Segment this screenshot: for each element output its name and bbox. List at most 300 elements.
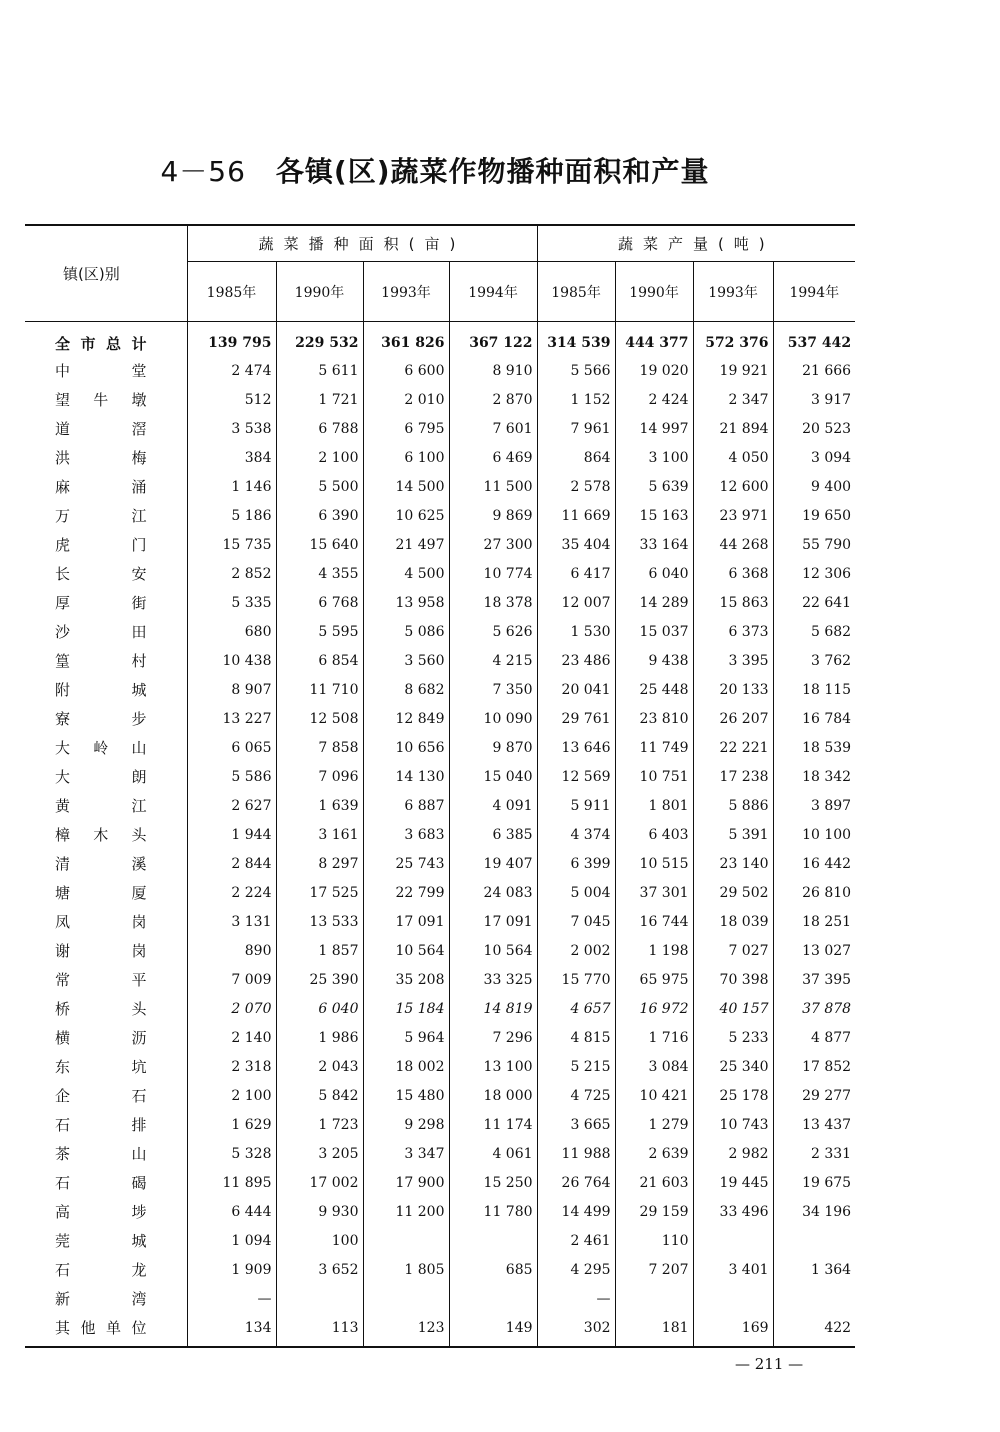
value-cell: 11 200 <box>363 1197 449 1226</box>
value-cell: 10 656 <box>363 733 449 762</box>
table-row <box>25 936 855 965</box>
value-cell: 864 <box>537 443 615 472</box>
table-row <box>25 588 855 617</box>
value-cell: 22 799 <box>363 878 449 907</box>
value-cell: 890 <box>187 936 276 965</box>
value-cell: 10 564 <box>449 936 537 965</box>
value-cell: — <box>187 1284 276 1313</box>
table-row <box>25 1197 855 1226</box>
region-name-cell: 篁村 <box>25 646 187 675</box>
value-cell: 18 002 <box>363 1052 449 1081</box>
table-row <box>25 530 855 559</box>
value-cell: 6 385 <box>449 820 537 849</box>
value-cell: 34 196 <box>802 1203 852 1220</box>
value-cell: 6 417 <box>537 559 615 588</box>
value-cell: 13 100 <box>449 1052 537 1081</box>
value-cell: 139 795 <box>187 322 276 357</box>
value-cell: 5 626 <box>449 617 537 646</box>
year-header: 1994年 <box>449 262 537 322</box>
value-cell: 19 020 <box>615 356 693 385</box>
value-cell: 2 627 <box>187 791 276 820</box>
value-cell: 2 002 <box>537 936 615 965</box>
region-name-cell: 寮步 <box>25 704 187 733</box>
value-cell: 40 157 <box>693 994 773 1023</box>
value-cell: 17 091 <box>449 907 537 936</box>
value-cell: 16 442 <box>802 855 852 872</box>
value-cell: 1 801 <box>615 791 693 820</box>
region-name-cell: 企石 <box>25 1081 187 1110</box>
value-cell: 7 961 <box>537 414 615 443</box>
value-cell: 15 040 <box>449 762 537 791</box>
value-cell: 26 810 <box>802 884 852 901</box>
value-cell: 19 675 <box>802 1174 852 1191</box>
value-cell: 11 988 <box>537 1139 615 1168</box>
value-cell: 2 100 <box>276 443 363 472</box>
value-cell: 5 595 <box>276 617 363 646</box>
region-name-cell: 樟木头 <box>25 820 187 849</box>
value-cell: 17 852 <box>802 1058 852 1075</box>
table-number: 4－56 <box>160 155 246 188</box>
value-cell: 3 100 <box>615 443 693 472</box>
value-cell: 25 390 <box>276 965 363 994</box>
value-cell: 2 870 <box>449 385 537 414</box>
table-row <box>25 443 855 472</box>
value-cell: 5 233 <box>693 1023 773 1052</box>
value-cell: 10 090 <box>449 704 537 733</box>
value-cell: 2 852 <box>187 559 276 588</box>
value-cell: 4 725 <box>537 1081 615 1110</box>
value-cell: 2 982 <box>693 1139 773 1168</box>
value-cell: 3 538 <box>187 414 276 443</box>
region-name-cell: 桥头 <box>25 994 187 1023</box>
value-cell: 26 207 <box>693 704 773 733</box>
region-name-cell: 横沥 <box>25 1023 187 1052</box>
value-cell: 3 084 <box>615 1052 693 1081</box>
value-cell: 29 277 <box>802 1087 852 1104</box>
table-row <box>25 1168 855 1197</box>
value-cell: 14 499 <box>537 1197 615 1226</box>
value-cell: 4 657 <box>537 994 615 1023</box>
value-cell: 18 378 <box>449 588 537 617</box>
value-cell: 16 744 <box>615 907 693 936</box>
value-cell: 3 401 <box>693 1255 773 1284</box>
value-cell: 15 037 <box>615 617 693 646</box>
value-cell: 26 764 <box>537 1168 615 1197</box>
value-cell: 13 227 <box>187 704 276 733</box>
value-cell <box>363 1226 449 1255</box>
value-cell: 384 <box>187 443 276 472</box>
value-cell: 4 500 <box>363 559 449 588</box>
value-cell: 1 279 <box>615 1110 693 1139</box>
region-name-cell: 大朗 <box>25 762 187 791</box>
value-cell: 5 586 <box>187 762 276 791</box>
value-cell: 1 857 <box>276 936 363 965</box>
value-cell: 4 295 <box>537 1255 615 1284</box>
value-cell: 2 140 <box>187 1023 276 1052</box>
table-row <box>25 1255 855 1284</box>
region-name-cell: 麻涌 <box>25 472 187 501</box>
value-cell: — <box>537 1284 615 1313</box>
table-row <box>25 1081 855 1110</box>
value-cell <box>449 1284 537 1313</box>
value-cell: 1 094 <box>187 1226 276 1255</box>
value-cell: 19 445 <box>693 1168 773 1197</box>
value-cell: 9 298 <box>363 1110 449 1139</box>
value-cell: 15 184 <box>363 994 449 1023</box>
value-cell: 1 721 <box>276 385 363 414</box>
value-cell: 2 070 <box>187 994 276 1023</box>
value-cell: 5 566 <box>537 356 615 385</box>
table-row <box>25 356 855 385</box>
value-cell: 33 164 <box>615 530 693 559</box>
year-header: 1990年 <box>276 262 363 322</box>
value-cell: 29 502 <box>693 878 773 907</box>
value-cell: 15 163 <box>615 501 693 530</box>
value-cell: 3 347 <box>363 1139 449 1168</box>
table-row <box>25 849 855 878</box>
value-cell: 2 318 <box>187 1052 276 1081</box>
value-cell: 6 887 <box>363 791 449 820</box>
table-row <box>25 1139 855 1168</box>
value-cell: 1 639 <box>276 791 363 820</box>
value-cell: 512 <box>187 385 276 414</box>
table-row <box>25 617 855 646</box>
region-name-cell: 厚街 <box>25 588 187 617</box>
value-cell: 65 975 <box>615 965 693 994</box>
value-cell: 3 762 <box>810 652 852 669</box>
value-cell: 4 815 <box>537 1023 615 1052</box>
region-name-cell: 高埗 <box>25 1197 187 1226</box>
total-row <box>25 322 855 357</box>
region-name-cell: 道滘 <box>25 414 187 443</box>
region-name-cell: 附城 <box>25 675 187 704</box>
value-cell: 2 578 <box>537 472 615 501</box>
value-cell: 25 743 <box>363 849 449 878</box>
table-row <box>25 704 855 733</box>
value-cell <box>773 1284 855 1313</box>
value-cell: 169 <box>693 1313 773 1347</box>
value-cell: 22 641 <box>802 594 852 611</box>
table-row <box>25 414 855 443</box>
year-header: 1990年 <box>615 262 693 322</box>
value-cell: 37 301 <box>615 878 693 907</box>
value-cell: 20 133 <box>693 675 773 704</box>
region-name-cell: 塘厦 <box>25 878 187 907</box>
table-row <box>25 907 855 936</box>
region-name-cell: 石碣 <box>25 1168 187 1197</box>
value-cell: 15 250 <box>449 1168 537 1197</box>
value-cell: 7 027 <box>693 936 773 965</box>
region-name-cell: 东坑 <box>25 1052 187 1081</box>
value-cell: 18 039 <box>693 907 773 936</box>
value-cell: 23 140 <box>693 849 773 878</box>
value-cell: 8 297 <box>276 849 363 878</box>
value-cell: 44 268 <box>693 530 773 559</box>
value-cell: 229 532 <box>276 322 363 357</box>
value-cell: 314 539 <box>537 322 615 357</box>
value-cell: 19 650 <box>802 507 852 524</box>
value-cell: 23 971 <box>693 501 773 530</box>
value-cell: 5 328 <box>187 1139 276 1168</box>
value-cell: 7 601 <box>449 414 537 443</box>
value-cell: 17 091 <box>363 907 449 936</box>
value-cell: 6 788 <box>276 414 363 443</box>
value-cell: 8 682 <box>363 675 449 704</box>
value-cell: 15 770 <box>537 965 615 994</box>
value-cell: 8 910 <box>449 356 537 385</box>
value-cell: 33 325 <box>449 965 537 994</box>
table-row <box>25 878 855 907</box>
value-cell: 10 438 <box>187 646 276 675</box>
value-cell: 9 870 <box>449 733 537 762</box>
value-cell: 100 <box>276 1226 363 1255</box>
value-cell: 1 944 <box>187 820 276 849</box>
value-cell: 29 159 <box>615 1197 693 1226</box>
value-cell: 7 045 <box>537 907 615 936</box>
value-cell: 3 917 <box>810 391 852 408</box>
value-cell: 4 215 <box>449 646 537 675</box>
value-cell: 13 027 <box>802 942 852 959</box>
value-cell: 6 390 <box>276 501 363 530</box>
value-cell: 2 347 <box>693 385 773 414</box>
value-cell: 7 858 <box>276 733 363 762</box>
value-cell <box>615 1284 693 1313</box>
value-cell: 4 374 <box>537 820 615 849</box>
value-cell: 7 207 <box>615 1255 693 1284</box>
value-cell: 37 878 <box>802 1000 852 1017</box>
table-row <box>25 646 855 675</box>
value-cell: 14 289 <box>615 588 693 617</box>
table-title: 各镇(区)蔬菜作物播种面积和产量 <box>275 155 710 188</box>
value-cell: 3 131 <box>187 907 276 936</box>
value-cell: 5 886 <box>693 791 773 820</box>
output-group-header: 蔬菜产量(吨) <box>537 225 855 262</box>
year-header: 1993年 <box>693 262 773 322</box>
value-cell: 7 096 <box>276 762 363 791</box>
value-cell: 1 723 <box>276 1110 363 1139</box>
value-cell: 12 508 <box>276 704 363 733</box>
table-row <box>25 820 855 849</box>
region-name-cell: 黄江 <box>25 791 187 820</box>
value-cell: 1 805 <box>363 1255 449 1284</box>
value-cell: 3 205 <box>276 1139 363 1168</box>
value-cell: 4 061 <box>449 1139 537 1168</box>
value-cell: 2 639 <box>615 1139 693 1168</box>
value-cell: 685 <box>449 1255 537 1284</box>
value-cell: 2 461 <box>537 1226 615 1255</box>
value-cell: 6 100 <box>363 443 449 472</box>
value-cell: 14 819 <box>449 994 537 1023</box>
value-cell: 18 342 <box>802 768 852 785</box>
value-cell: 181 <box>615 1313 693 1347</box>
value-cell: 10 564 <box>363 936 449 965</box>
value-cell: 9 438 <box>615 646 693 675</box>
value-cell: 11 780 <box>449 1197 537 1226</box>
value-cell: 10 751 <box>615 762 693 791</box>
value-cell: 21 497 <box>363 530 449 559</box>
region-name-cell: 凤岗 <box>25 907 187 936</box>
value-cell: 680 <box>187 617 276 646</box>
value-cell: 1 198 <box>615 936 693 965</box>
value-cell: 12 306 <box>802 565 852 582</box>
value-cell: 24 083 <box>449 878 537 907</box>
value-cell: 16 972 <box>615 994 693 1023</box>
value-cell: 6 399 <box>537 849 615 878</box>
table-row <box>25 762 855 791</box>
value-cell: 10 743 <box>693 1110 773 1139</box>
value-cell: 15 480 <box>363 1081 449 1110</box>
value-cell: 149 <box>449 1313 537 1347</box>
value-cell: 2 331 <box>810 1145 852 1162</box>
value-cell: 8 907 <box>187 675 276 704</box>
value-cell: 33 496 <box>693 1197 773 1226</box>
value-cell: 2 043 <box>276 1052 363 1081</box>
value-cell: 361 826 <box>363 322 449 357</box>
value-cell: 21 603 <box>615 1168 693 1197</box>
value-cell: 10 100 <box>802 826 852 843</box>
value-cell <box>276 1284 363 1313</box>
value-cell: 25 448 <box>615 675 693 704</box>
value-cell: 3 683 <box>363 820 449 849</box>
value-cell: 11 749 <box>615 733 693 762</box>
value-cell: 29 761 <box>537 704 615 733</box>
table-row <box>25 1313 855 1347</box>
value-cell <box>449 1226 537 1255</box>
table-body <box>25 322 855 1348</box>
value-cell: 6 795 <box>363 414 449 443</box>
table-row <box>25 1052 855 1081</box>
table-row <box>25 733 855 762</box>
value-cell: 572 376 <box>693 322 773 357</box>
value-cell <box>693 1226 773 1255</box>
value-cell: 35 208 <box>363 965 449 994</box>
table-row <box>25 965 855 994</box>
value-cell: 16 784 <box>802 710 852 727</box>
year-header: 1993年 <box>363 262 449 322</box>
table-row <box>25 1226 855 1255</box>
value-cell: 11 895 <box>187 1168 276 1197</box>
value-cell: 5 911 <box>537 791 615 820</box>
value-cell: 13 646 <box>537 733 615 762</box>
table-row <box>25 1023 855 1052</box>
table-row <box>25 559 855 588</box>
value-cell: 5 639 <box>615 472 693 501</box>
value-cell: 3 560 <box>363 646 449 675</box>
value-cell: 4 091 <box>449 791 537 820</box>
value-cell: 70 398 <box>693 965 773 994</box>
value-cell: 9 400 <box>810 478 852 495</box>
value-cell: 15 735 <box>187 530 276 559</box>
value-cell: 17 238 <box>693 762 773 791</box>
value-cell: 1 146 <box>187 472 276 501</box>
region-name-cell: 虎门 <box>25 530 187 559</box>
value-cell: 1 716 <box>615 1023 693 1052</box>
value-cell: 2 844 <box>187 849 276 878</box>
value-cell: 6 040 <box>276 994 363 1023</box>
table-row <box>25 501 855 530</box>
value-cell: 18 251 <box>802 913 852 930</box>
value-cell: 9 930 <box>276 1197 363 1226</box>
value-cell: 14 130 <box>363 762 449 791</box>
value-cell: 14 500 <box>363 472 449 501</box>
statistics-table-container <box>25 224 855 1348</box>
value-cell: 12 569 <box>537 762 615 791</box>
region-name-cell: 新湾 <box>25 1284 187 1313</box>
value-cell: 1 530 <box>537 617 615 646</box>
value-cell: 19 407 <box>449 849 537 878</box>
value-cell: 6 403 <box>615 820 693 849</box>
value-cell: 2 010 <box>363 385 449 414</box>
region-name-cell: 全市总计 <box>25 322 187 357</box>
value-cell: 422 <box>773 1313 855 1347</box>
table-row <box>25 1110 855 1139</box>
value-cell: 367 122 <box>449 322 537 357</box>
value-cell: 23 810 <box>615 704 693 733</box>
value-cell: 10 625 <box>363 501 449 530</box>
table-row <box>25 675 855 704</box>
value-cell: 3 161 <box>276 820 363 849</box>
value-cell: 10 515 <box>615 849 693 878</box>
value-cell: 10 774 <box>449 559 537 588</box>
value-cell: 2 424 <box>615 385 693 414</box>
table-row <box>25 472 855 501</box>
region-name-cell: 石龙 <box>25 1255 187 1284</box>
value-cell: 113 <box>276 1313 363 1347</box>
region-name-cell: 望牛墩 <box>25 385 187 414</box>
value-cell: 5 004 <box>537 878 615 907</box>
value-cell: 11 710 <box>276 675 363 704</box>
region-name-cell: 茶山 <box>25 1139 187 1168</box>
value-cell: 5 335 <box>187 588 276 617</box>
value-cell: 11 500 <box>449 472 537 501</box>
value-cell: 1 364 <box>810 1261 852 1278</box>
value-cell: 37 395 <box>802 971 852 988</box>
value-cell: 12 849 <box>363 704 449 733</box>
value-cell: 22 221 <box>693 733 773 762</box>
value-cell: 20 041 <box>537 675 615 704</box>
vegetable-statistics-table <box>25 224 855 1348</box>
value-cell: 6 768 <box>276 588 363 617</box>
value-cell: 5 682 <box>810 623 852 640</box>
value-cell: 11 669 <box>537 501 615 530</box>
value-cell: 3 094 <box>810 449 852 466</box>
value-cell: 7 350 <box>449 675 537 704</box>
region-name-cell: 莞城 <box>25 1226 187 1255</box>
value-cell: 4 355 <box>276 559 363 588</box>
value-cell: 21 894 <box>693 414 773 443</box>
value-cell: 21 666 <box>802 362 852 379</box>
value-cell: 2 224 <box>187 878 276 907</box>
value-cell: 134 <box>187 1313 276 1347</box>
value-cell: 6 600 <box>363 356 449 385</box>
value-cell: 4 877 <box>810 1029 852 1046</box>
value-cell: 9 869 <box>449 501 537 530</box>
value-cell: 14 997 <box>615 414 693 443</box>
region-name-cell: 谢岗 <box>25 936 187 965</box>
region-name-cell: 中堂 <box>25 356 187 385</box>
region-column-header: 镇(区)别 <box>25 225 187 322</box>
value-cell: 13 958 <box>363 588 449 617</box>
value-cell: 15 640 <box>276 530 363 559</box>
sown-area-group-header: 蔬菜播种面积(亩) <box>187 225 537 262</box>
value-cell: 537 442 <box>787 335 852 351</box>
value-cell: 6 854 <box>276 646 363 675</box>
value-cell: 1 909 <box>187 1255 276 1284</box>
value-cell: 17 900 <box>363 1168 449 1197</box>
value-cell: 6 368 <box>693 559 773 588</box>
value-cell: 6 373 <box>693 617 773 646</box>
value-cell: 444 377 <box>615 322 693 357</box>
